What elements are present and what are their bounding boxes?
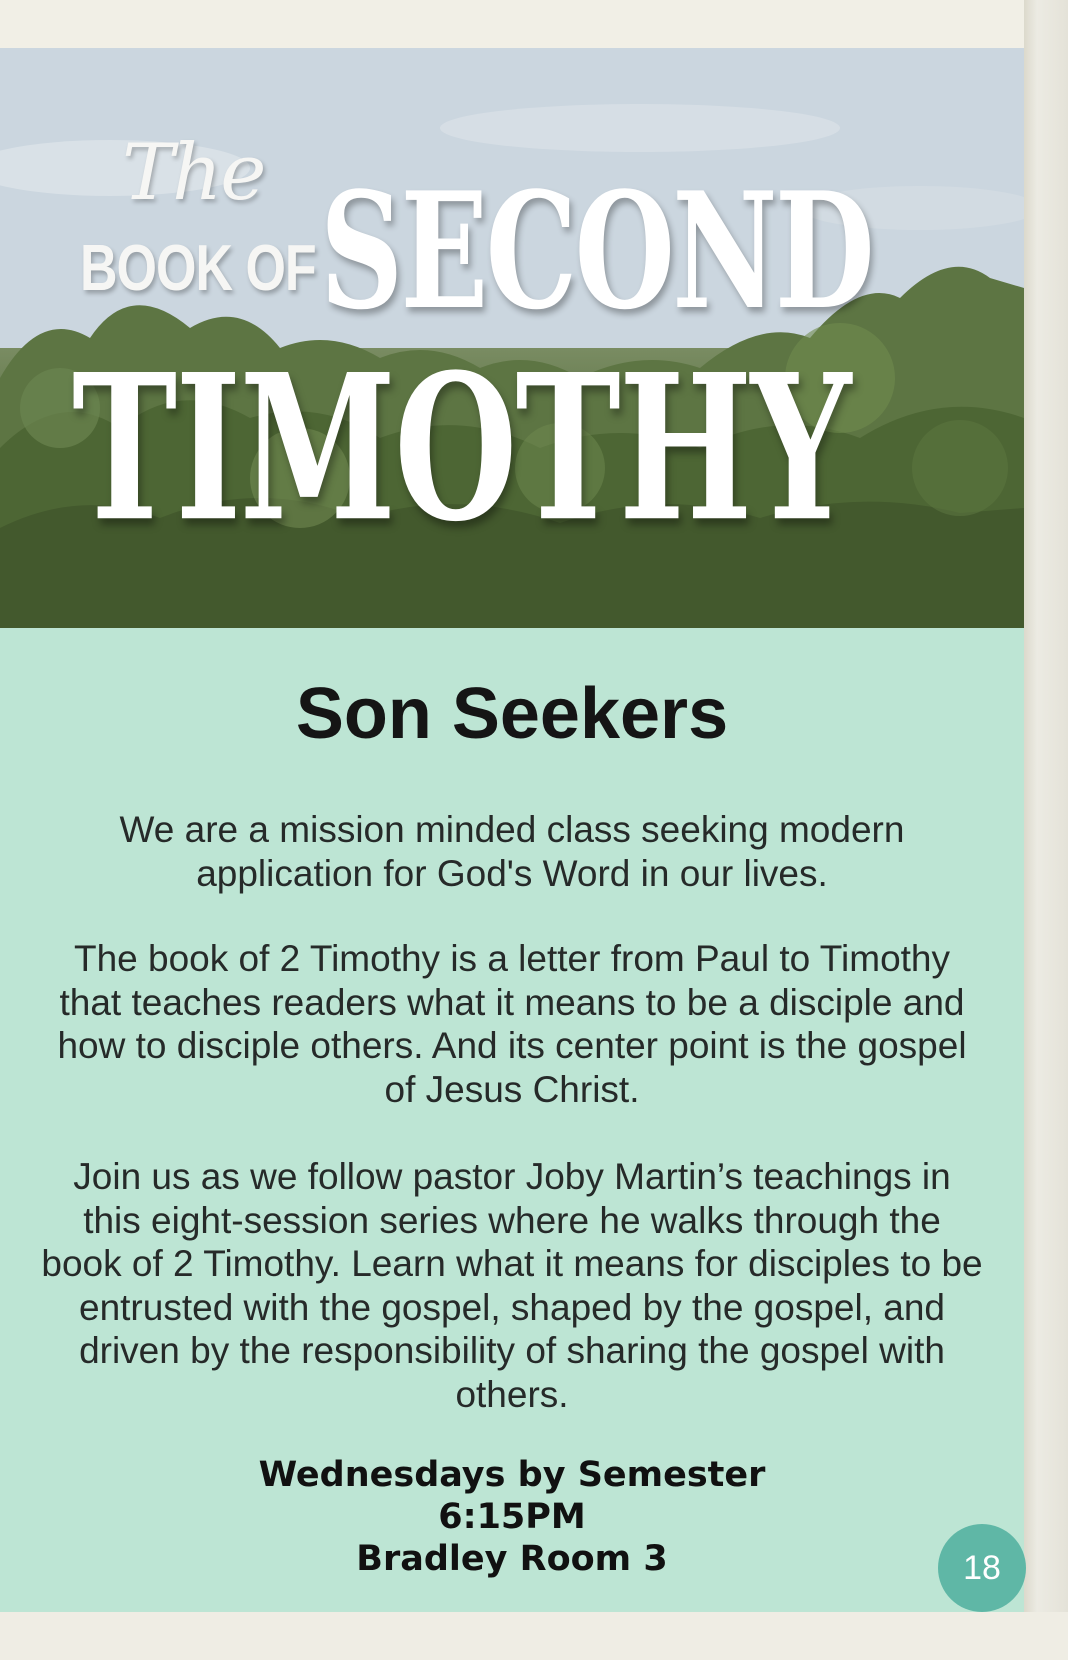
class-description-paragraph: We are a mission minded class seeking modern application for God's Word in our lives. xyxy=(119,809,905,894)
class-name-heading: Son Seekers xyxy=(295,674,729,754)
hero-title-book-of: BOOK OF xyxy=(80,232,316,305)
meeting-location: Bradley Room 3 xyxy=(356,1539,668,1579)
hero-title xyxy=(0,48,1024,628)
hero-banner xyxy=(0,48,1024,628)
hero-title-timothy: TIMOTHY xyxy=(72,329,850,566)
page-number-badge: 18 xyxy=(938,1524,1026,1612)
paper-bottom-edge xyxy=(0,1612,1068,1660)
paper-edge xyxy=(1024,0,1068,1660)
hero-title-second: SECOND xyxy=(320,158,873,346)
series-invitation-paragraph: Join us as we follow pastor Joby Martin’s teachings in this eight-session series where he walks through the book of 2 Timothy. Learn what it means for disciples to be entrusted with the gospel, shaped by the gospel, and driven by the responsibility of sharing the gospel with others. xyxy=(41,1156,983,1415)
meeting-time: 6:15PM xyxy=(438,1497,586,1537)
meeting-schedule: Wednesdays by Semester xyxy=(258,1455,766,1495)
meeting-details xyxy=(0,1454,1024,1580)
book-summary-paragraph: The book of 2 Timothy is a letter from Paul to Timothy that teaches readers what it means to be a disciple and how to disciple others. And its center point is the gospel of Jesus Christ. xyxy=(57,938,967,1110)
hero-title-the: The xyxy=(122,128,265,218)
